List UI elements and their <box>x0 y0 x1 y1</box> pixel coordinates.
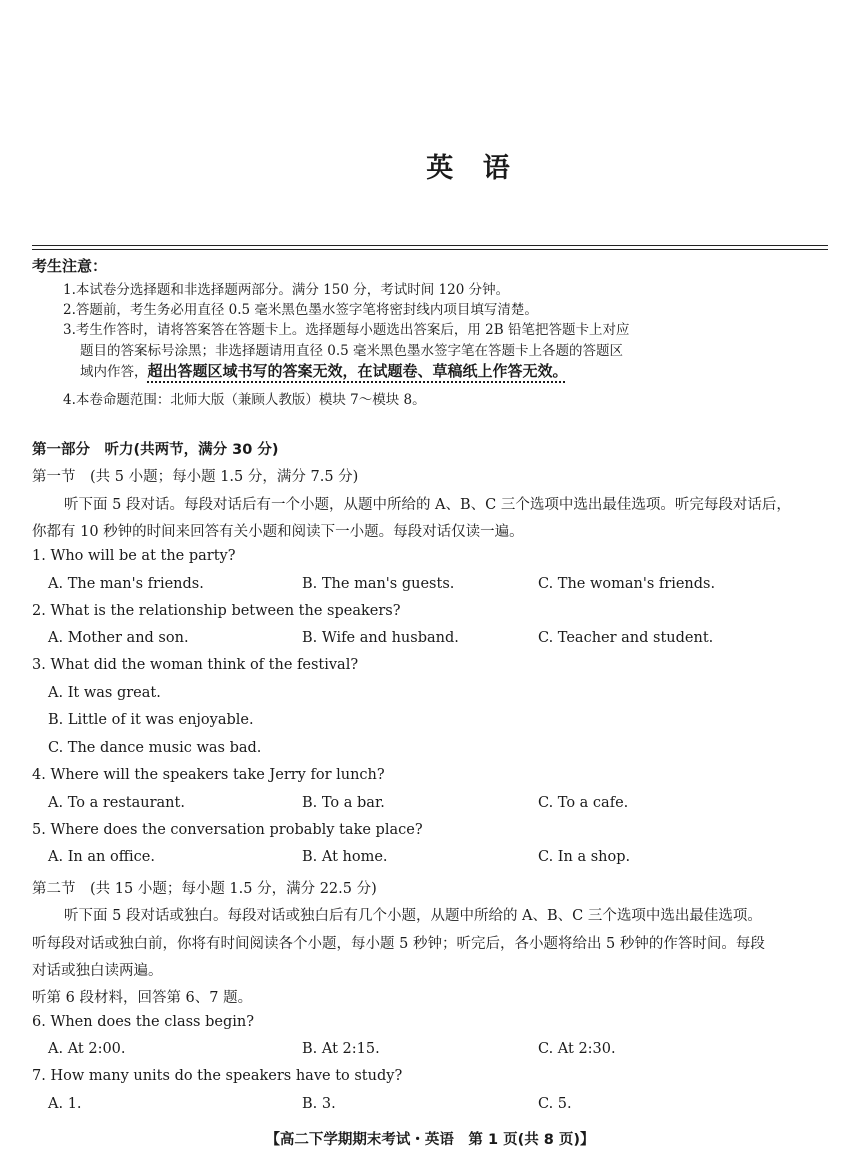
section2-instructions-2: 听每段对话或独白前，你将有时间阅读各个小题，每小题 5 秒钟；听完后，各小题将给出 5 秒钟的作答时间。每段 <box>32 936 765 952</box>
q2-option-c: C. Teacher and student. <box>538 630 714 646</box>
notice-item-1: 1.本试卷分选择题和非选择题两部分。满分 150 分，考试时间 120 分钟。 <box>63 282 510 298</box>
q7-option-c: C. 5. <box>538 1096 572 1112</box>
notice-heading: 考生注意： <box>32 257 108 275</box>
q5-option-a: A. In an office. <box>48 849 155 865</box>
section1-heading: 第一节 (共 5 小题；每小题 1.5 分，满分 7.5 分) <box>32 469 359 485</box>
question-6: 6. When does the class begin? <box>32 1014 255 1030</box>
question-7: 7. How many units do the speakers have to study? <box>32 1068 403 1084</box>
section1-instructions-2: 你都有 10 秒钟的时间来回答有关小题和阅读下一小题。每段对话仅读一遍。 <box>32 524 524 540</box>
notice-item-3: 3.考生作答时，请将答案答在答题卡上。选择题每小题选出答案后，用 2B 铅笔把答题卡上对应 <box>63 322 630 338</box>
section1-instructions-1: 听下面 5 段对话。每段对话后有一个小题，从题中所给的 A、B、C 三个选项中选出最佳选项。听完每段对话后， <box>64 497 791 513</box>
page-title: 英 语 <box>426 153 520 184</box>
notice-item-3-cont: 题目的答案标号涂黑；非选择题请用直径 0.5 毫米黑色墨水签字笔在答题卡上各题的答题区 <box>80 343 624 359</box>
q1-option-b: B. The man's guests. <box>302 576 455 592</box>
page-footer: 【高二下学期期末考试・英语 第 1 页(共 8 页)】 <box>265 1132 595 1148</box>
q5-option-c: C. In a shop. <box>538 849 631 865</box>
q2-option-b: B. Wife and husband. <box>302 630 459 646</box>
q6-option-c: C. At 2:30. <box>538 1041 616 1057</box>
section2-heading: 第二节 (共 15 小题；每小题 1.5 分，满分 22.5 分) <box>32 881 377 897</box>
question-4: 4. Where will the speakers take Jerry for lunch? <box>32 767 385 783</box>
part1-heading: 第一部分 听力(共两节，满分 30 分) <box>32 442 279 458</box>
question-2: 2. What is the relationship between the speakers? <box>32 603 401 619</box>
material-6-note: 听第 6 段材料，回答第 6、7 题。 <box>32 990 253 1006</box>
q3-option-c: C. The dance music was bad. <box>48 740 262 756</box>
notice-item-4: 4.本卷命题范围：北师大版（兼顾人教版）模块 7～模块 8。 <box>63 392 426 408</box>
top-rule <box>32 245 828 246</box>
q1-option-c: C. The woman's friends. <box>538 576 716 592</box>
notice-item-2: 2.答题前，考生务必用直径 0.5 毫米黑色墨水签字笔将密封线内项目填写清楚。 <box>63 302 538 318</box>
q5-option-b: B. At home. <box>302 849 388 865</box>
notice-emphasis: 超出答题区域书写的答案无效，在试题卷、草稿纸上作答无效。 <box>147 362 568 380</box>
question-5: 5. Where does the conversation probably take place? <box>32 822 423 838</box>
q6-option-b: B. At 2:15. <box>302 1041 380 1057</box>
q1-option-a: A. The man's friends. <box>48 576 204 592</box>
section2-instructions-3: 对话或独白读两遍。 <box>32 963 163 979</box>
question-1: 1. Who will be at the party? <box>32 548 236 564</box>
question-3: 3. What did the woman think of the festival? <box>32 657 359 673</box>
q7-option-b: B. 3. <box>302 1096 336 1112</box>
top-rule-double <box>32 249 828 250</box>
notice-item-3-cont2 <box>80 360 840 381</box>
q4-option-b: B. To a bar. <box>302 795 385 811</box>
q2-option-a: A. Mother and son. <box>48 630 189 646</box>
q3-option-a: A. It was great. <box>48 685 161 701</box>
q3-option-b: B. Little of it was enjoyable. <box>48 712 254 728</box>
q6-option-a: A. At 2:00. <box>48 1041 126 1057</box>
section2-instructions-1: 听下面 5 段对话或独白。每段对话或独白后有几个小题，从题中所给的 A、B、C 三个选项中选出最佳选项。 <box>64 908 762 924</box>
q4-option-c: C. To a cafe. <box>538 795 629 811</box>
q7-option-a: A. 1. <box>48 1096 82 1112</box>
q4-option-a: A. To a restaurant. <box>48 795 185 811</box>
notice-item-3-tail: 域内作答， <box>80 364 148 380</box>
